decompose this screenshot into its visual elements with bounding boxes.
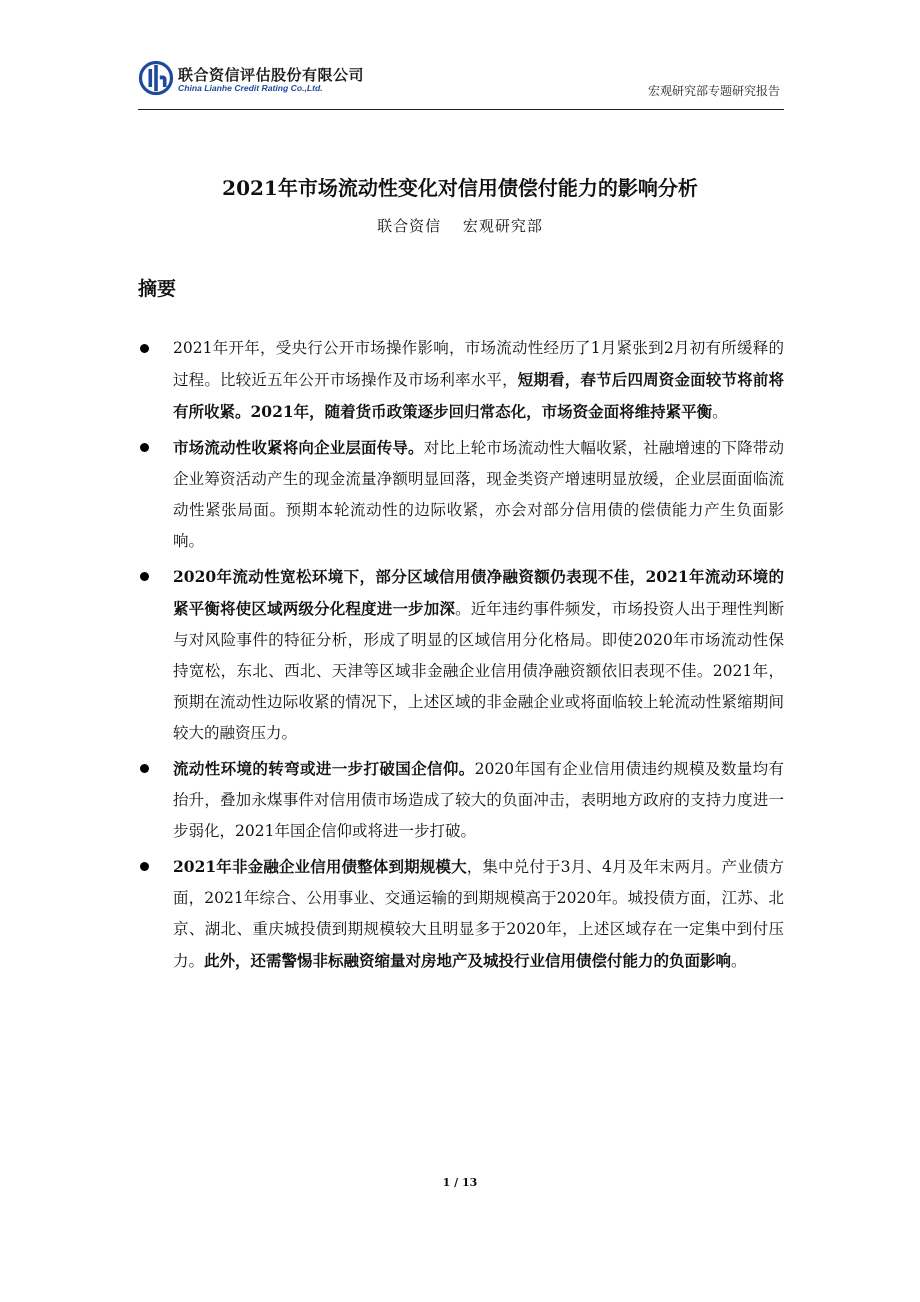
bullet-bold-text: 2020年流动性宽松环境下，部分区域信用债净融资额仍表现不佳，2021年流动环境的紧平衡将使区域两级分化程度进一步加深 [173, 567, 784, 618]
author-org: 联合资信 [377, 217, 442, 235]
author-line [0, 215, 920, 236]
bullet-text: 。 [731, 952, 747, 970]
bullet-dot-icon [140, 862, 149, 871]
bullet-item [138, 432, 784, 557]
bullet-dot-icon [140, 344, 149, 353]
company-name-cn: 联合资信评估股份有限公司 [178, 66, 365, 84]
bullet-text: 对比上轮市场流动性大幅收紧，社融增速的下降带动企业筹资活动产生的现金流量净额明显回落，现金类资产增速明显放缓，企业层面面临流动性紧张局面。预期本轮流动性的边际收紧，亦会对部分信用债的偿债能力产生负面影响。 [173, 439, 784, 550]
page-header [138, 60, 784, 110]
bullet-text: 。近年违约事件频发，市场投资人出于理性判断与对风险事件的特征分析，形成了明显的区域信用分化格局。即使2020年市场流动性保持宽松，东北、西北、天津等区域非金融企业信用债净融资额依旧表现不佳。2021年，预期在流动性边际收紧的情况下，上述区域的非金融企业或将面临较上轮流动性紧缩期间较大的融资压力。 [173, 600, 784, 742]
abstract-bullet-list [138, 333, 784, 981]
company-name-en: China Lianhe Credit Rating Co.,Ltd. [178, 83, 323, 93]
bullet-text: 。 [712, 403, 728, 421]
bullet-bold-text: 市场流动性收紧将向企业层面传导。 [173, 438, 424, 457]
bullet-bold-text: 短期看，春节后四周资金面较节将前将有所收紧。2021年，随着货币政策逐步回归常态化，市场资金面将维持紧平衡 [173, 370, 784, 421]
bullet-dot-icon [140, 443, 149, 452]
bullet-item [138, 851, 784, 977]
bullet-text: 2020年国有企业信用债违约规模及数量均有抬升，叠加永煤事件对信用债市场造成了较大的负面冲击，表明地方政府的支持力度进一步弱化，2021年国企信仰或将进一步打破。 [173, 760, 784, 840]
bullet-item [138, 333, 784, 428]
bullet-dot-icon [140, 764, 149, 773]
bullet-item [138, 753, 784, 847]
bullet-bold-text: 此外，还需警惕非标融资缩量对房地产及城投行业信用债偿付能力的负面影响 [204, 951, 732, 970]
bullet-text: 2021年开年，受央行公开市场操作影响，市场流动性经历了1月紧张到2月初有所缓释的过程。比较近五年公开市场操作及市场利率水平， [173, 339, 784, 389]
document-title: 2021年市场流动性变化对信用债偿付能力的影响分析 [222, 176, 698, 200]
section-heading-abstract: 摘要 [138, 278, 177, 300]
bullet-item [138, 561, 784, 749]
author-dept: 宏观研究部 [462, 217, 543, 235]
lianhe-logo-icon [138, 60, 174, 96]
page-number: 1 / 13 [442, 1176, 478, 1189]
bullet-text: ，集中兑付于3月、4月及年末两月。产业债方面，2021年综合、公用事业、交通运输的到期规模高于2020年。城投债方面，江苏、北京、湖北、重庆城投债到期规模较大且明显多于2020年，上述区域存在一定集中到付压力。 [173, 858, 784, 970]
bullet-dot-icon [140, 572, 149, 581]
bullet-bold-text: 2021年非金融企业信用债整体到期规模大 [173, 857, 467, 876]
bullet-bold-text: 流动性环境的转弯或进一步打破国企信仰。 [173, 759, 475, 778]
report-type: 宏观研究部专题研究报告 [647, 84, 780, 98]
header-divider [138, 109, 784, 110]
